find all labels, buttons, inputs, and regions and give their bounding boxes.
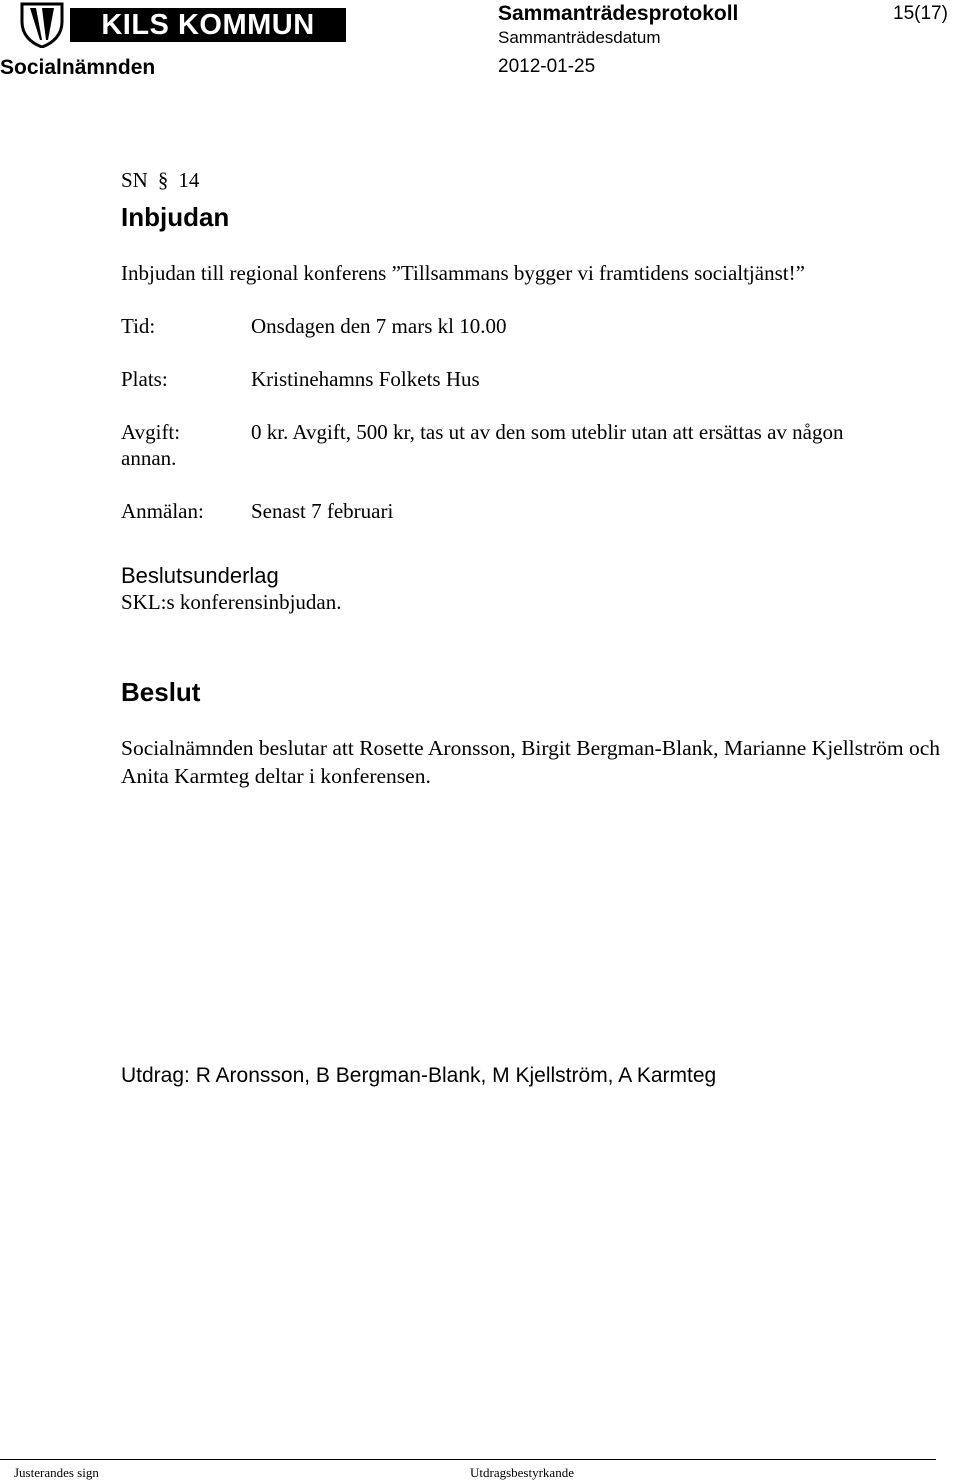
page-number: 15(17) [893, 3, 948, 24]
anmalan-label: Anmälan: [121, 499, 204, 523]
avgift-value: 0 kr. Avgift, 500 kr, tas ut av den som uteblir utan att ersättas av någon [251, 420, 844, 444]
beslutsunderlag-text: SKL:s konferensinbjudan. [121, 590, 342, 614]
meeting-date-label: Sammanträdesdatum [498, 28, 661, 47]
kils-kommun-logo [20, 2, 326, 46]
organization-name: Socialnämnden [0, 56, 156, 79]
section-symbol: § [157, 168, 169, 192]
plats-value: Kristinehamns Folkets Hus [251, 367, 480, 391]
document-title: Sammanträdesprotokoll [498, 2, 739, 25]
intro-text: Inbjudan till regional konferens ”Tillsammans bygger vi framtidens socialtjänst!” [121, 261, 805, 285]
municipal-coat-of-arms-icon [20, 2, 64, 48]
justerandes-sign-label: Justerandes sign [14, 1465, 99, 1480]
beslut-heading: Beslut [121, 677, 201, 707]
paragraph-value: 14 [178, 168, 200, 192]
paragraph-number [121, 168, 199, 193]
utdragsbestyrkande-cell [456, 1459, 936, 1484]
section-heading: Inbjudan [121, 202, 230, 232]
plats-label: Plats: [121, 367, 168, 391]
logo-text: KILS KOMMUN [101, 9, 315, 41]
avgift-label: Avgift: [121, 420, 181, 444]
utdrag-text: Utdrag: R Aronsson, B Bergman-Blank, M Kjellström, A Karmteg [121, 1064, 717, 1087]
meeting-date: 2012-01-25 [498, 56, 596, 77]
beslut-text: Socialnämnden beslutar att Rosette Aronsson, Birgit Bergman-Blank, Marianne Kjellström och Anita Karmteg deltar i konferensen. [121, 736, 941, 788]
beslutsunderlag-heading: Beslutsunderlag [121, 563, 279, 588]
tid-label: Tid: [121, 314, 156, 338]
signature-footer [0, 1459, 960, 1483]
paragraph-prefix: SN [121, 168, 148, 192]
avgift-continuation: annan. [121, 446, 177, 470]
justerandes-sign-cell [0, 1459, 462, 1484]
utdragsbestyrkande-label: Utdragsbestyrkande [470, 1465, 574, 1480]
anmalan-value: Senast 7 februari [251, 499, 394, 523]
tid-value: Onsdagen den 7 mars kl 10.00 [251, 314, 507, 338]
